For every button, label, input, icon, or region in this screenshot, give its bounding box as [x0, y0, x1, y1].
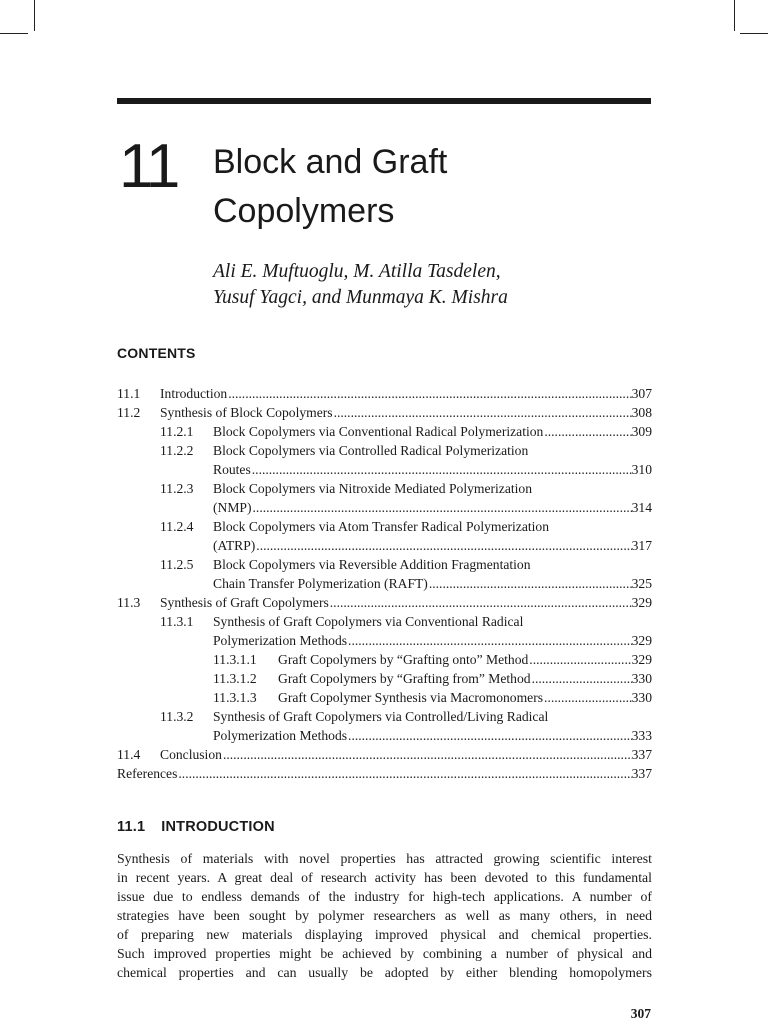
- toc-page: 329: [631, 652, 652, 667]
- toc-number: 11.2.2: [160, 443, 194, 458]
- toc-title: Block Copolymers via Reversible Addition Fragmentation: [213, 557, 531, 572]
- toc-number: 11.3.2: [160, 709, 194, 724]
- toc-entry[interactable]: [117, 422, 652, 441]
- toc-title: Synthesis of Graft Copolymers: [160, 595, 329, 610]
- toc-title: Introduction: [160, 386, 228, 401]
- toc-number: 11.4: [117, 747, 141, 762]
- paragraph-line: issue due to endless demands of the industry for high-tech applications. A number of: [117, 889, 652, 904]
- toc-entry-continuation[interactable]: [117, 574, 652, 593]
- authors-line: Yusuf Yagci, and Munmaya K. Mishra: [213, 287, 508, 308]
- toc-title: Graft Copolymers by “Grafting from” Method: [278, 671, 531, 686]
- toc-entry[interactable]: [117, 745, 652, 764]
- chapter-title-line: Copolymers: [213, 192, 395, 230]
- toc-entry[interactable]: [117, 688, 652, 707]
- toc-entry[interactable]: [117, 669, 652, 688]
- toc-page: 333: [631, 728, 652, 743]
- paragraph-line: of preparing new materials displaying improved physical and chemical properties.: [117, 927, 652, 942]
- toc-leader-dots: [251, 460, 632, 479]
- toc-title: Block Copolymers via Conventional Radical Polymerization: [213, 424, 544, 439]
- toc-page: 329: [631, 595, 652, 610]
- toc-entry[interactable]: [117, 650, 652, 669]
- toc-page: 337: [631, 766, 652, 781]
- toc-page: 309: [631, 424, 652, 439]
- toc-line: [213, 460, 652, 479]
- toc-line: [160, 403, 652, 422]
- toc-title: (NMP): [213, 500, 252, 515]
- toc-entry[interactable]: [117, 764, 652, 783]
- toc-entry-continuation[interactable]: [117, 631, 652, 650]
- toc-page: 337: [631, 747, 652, 762]
- toc-line: [117, 764, 652, 783]
- toc-leader-dots: [227, 384, 631, 403]
- toc-leader-dots: [177, 764, 631, 783]
- toc-line: [213, 422, 652, 441]
- toc-number: 11.3.1.3: [213, 690, 257, 705]
- toc-number: 11.2.4: [160, 519, 194, 534]
- crop-mark-top-right-horizontal: [740, 33, 768, 34]
- section-number: 11.1: [117, 819, 146, 835]
- toc-leader-dots: [333, 403, 632, 422]
- toc-title: Block Copolymers via Controlled Radical Polymerization: [213, 443, 529, 458]
- toc-number: 11.1: [117, 386, 141, 401]
- toc-page: 310: [631, 462, 652, 477]
- chapter-title-line: Block and Graft: [213, 143, 448, 181]
- toc-leader-dots: [528, 650, 631, 669]
- toc-number: 11.3.1.1: [213, 652, 257, 667]
- toc-number: 11.2: [117, 405, 141, 420]
- toc-entry[interactable]: [117, 517, 652, 536]
- paragraph-line: in recent years. A great deal of research activity has been devoted to this fundamental: [117, 870, 652, 885]
- toc-title: Block Copolymers via Atom Transfer Radical Polymerization: [213, 519, 550, 534]
- section-title: INTRODUCTION: [161, 819, 275, 835]
- paragraph-line: strategies have been sought by polymer researchers as well as many others, in need: [117, 908, 652, 923]
- section-heading: [117, 819, 275, 835]
- toc-page: 317: [631, 538, 652, 553]
- toc-entry-continuation[interactable]: [117, 460, 652, 479]
- toc-number: 11.3.1: [160, 614, 194, 629]
- toc-title: Synthesis of Block Copolymers: [160, 405, 333, 420]
- toc-entry[interactable]: [117, 612, 652, 631]
- toc-title: (ATRP): [213, 538, 256, 553]
- toc-page: 307: [631, 386, 652, 401]
- toc-line: [213, 498, 652, 517]
- toc-entry[interactable]: [117, 403, 652, 422]
- toc-entry-continuation[interactable]: [117, 498, 652, 517]
- toc-title: Graft Copolymer Synthesis via Macromonomers: [278, 690, 544, 705]
- toc-title: Conclusion: [160, 747, 222, 762]
- toc-entry[interactable]: [117, 441, 652, 460]
- toc-entry[interactable]: [117, 384, 652, 403]
- toc-line: [160, 593, 652, 612]
- toc-entry[interactable]: [117, 479, 652, 498]
- toc-entry[interactable]: [117, 707, 652, 726]
- toc-leader-dots: [222, 745, 632, 764]
- toc-title: Graft Copolymers by “Grafting onto” Method: [278, 652, 529, 667]
- toc-line: [213, 574, 652, 593]
- toc-title: Chain Transfer Polymerization (RAFT): [213, 576, 428, 591]
- toc-number: 11.3: [117, 595, 141, 610]
- toc-entry[interactable]: [117, 555, 652, 574]
- contents-heading: CONTENTS: [117, 345, 196, 361]
- toc-title: Routes: [213, 462, 251, 477]
- toc-page: 330: [631, 690, 652, 705]
- section-body-paragraph: [117, 849, 652, 982]
- table-of-contents: [117, 384, 652, 783]
- toc-line: [278, 688, 652, 707]
- toc-leader-dots: [543, 422, 631, 441]
- page-number: 307: [630, 1006, 651, 1021]
- toc-leader-dots: [255, 536, 631, 555]
- toc-title: Synthesis of Graft Copolymers via Conventional Radical: [213, 614, 524, 629]
- toc-leader-dots: [531, 669, 632, 688]
- toc-title: Polymerization Methods: [213, 633, 348, 648]
- paragraph-line: Such improved properties might be achieved by combining a number of physical and: [117, 946, 652, 961]
- toc-number: 11.2.1: [160, 424, 194, 439]
- toc-number: 11.3.1.2: [213, 671, 257, 686]
- toc-leader-dots: [428, 574, 632, 593]
- toc-page: 308: [631, 405, 652, 420]
- toc-title: Block Copolymers via Nitroxide Mediated Polymerization: [213, 481, 533, 496]
- toc-title: Polymerization Methods: [213, 728, 348, 743]
- toc-page: 330: [631, 671, 652, 686]
- toc-entry-continuation[interactable]: [117, 536, 652, 555]
- chapter-authors: [213, 259, 643, 311]
- crop-mark-top-left-vertical: [34, 0, 35, 31]
- toc-page: 329: [631, 633, 652, 648]
- toc-title: Synthesis of Graft Copolymers via Controlled/Living Radical: [213, 709, 549, 724]
- toc-entry[interactable]: [117, 593, 652, 612]
- chapter-rule: [117, 98, 651, 104]
- crop-mark-top-right-vertical: [734, 0, 735, 31]
- toc-leader-dots: [347, 726, 632, 745]
- toc-number: 11.2.5: [160, 557, 194, 572]
- toc-line: [278, 650, 652, 669]
- toc-page: 325: [631, 576, 652, 591]
- toc-line: [213, 631, 652, 650]
- paragraph-line: Synthesis of materials with novel properties has attracted growing scientific interest: [117, 851, 652, 866]
- toc-leader-dots: [543, 688, 632, 707]
- toc-entry-continuation[interactable]: [117, 726, 652, 745]
- toc-line: [160, 745, 652, 764]
- toc-page: 314: [631, 500, 652, 515]
- toc-leader-dots: [329, 593, 632, 612]
- toc-number: 11.2.3: [160, 481, 194, 496]
- chapter-title: [213, 138, 633, 236]
- toc-title: References: [117, 766, 178, 781]
- chapter-number: 11: [119, 132, 178, 201]
- toc-line: [213, 536, 652, 555]
- toc-line: [278, 669, 652, 688]
- toc-line: [213, 726, 652, 745]
- toc-leader-dots: [347, 631, 632, 650]
- toc-line: [160, 384, 652, 403]
- toc-leader-dots: [252, 498, 632, 517]
- crop-mark-top-left-horizontal: [0, 33, 28, 34]
- authors-line: Ali E. Muftuoglu, M. Atilla Tasdelen,: [213, 261, 501, 282]
- paragraph-line: chemical properties and can usually be adopted by either blending homopolymers: [117, 965, 652, 980]
